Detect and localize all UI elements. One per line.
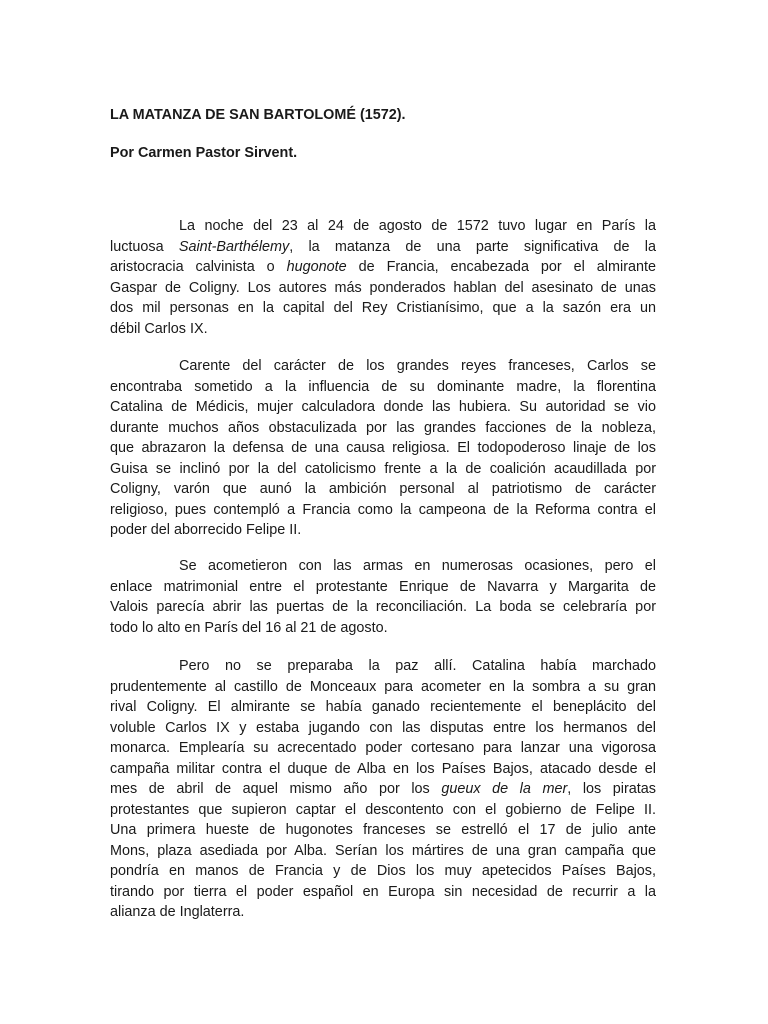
text-run: , la matanza de una parte significativa de la xyxy=(289,238,656,255)
document-author: Por Carmen Pastor Sirvent. xyxy=(110,145,298,161)
text-run: alianza de Inglaterra. xyxy=(110,904,245,920)
text-run: voluble Carlos IX y estaba jugando con las disputas entre los hermanos del xyxy=(110,719,656,736)
paragraph-line xyxy=(110,800,656,821)
text-run: Mons, plaza asediada por Alba. Serían los mártires de una gran campaña que xyxy=(110,842,656,859)
italic-text: hugonote xyxy=(286,259,347,275)
paragraph-line xyxy=(110,577,656,598)
paragraph-line xyxy=(110,618,656,639)
italic-text: Saint-Barthélemy xyxy=(178,238,290,255)
text-run: Se acometieron con las armas en numerosas ocasiones, pero el xyxy=(179,558,656,574)
paragraph-line xyxy=(110,820,656,841)
text-run: religioso, pues contempló a Francia como la campeona de la Reforma contra el xyxy=(110,501,656,518)
paragraph-line xyxy=(110,677,656,698)
text-run: de Francia, encabezada por el almirante xyxy=(346,259,656,275)
text-run: todo lo alto en París del 16 al 21 de agosto. xyxy=(110,619,388,636)
paragraph-line xyxy=(110,656,656,677)
text-run: débil Carlos IX. xyxy=(110,320,208,337)
text-run: campaña militar contra el duque de Alba en los Países Bajos, atacado desde el xyxy=(110,760,656,777)
italic-text: gueux de la mer xyxy=(441,781,568,797)
paragraph-line xyxy=(110,479,656,500)
text-run: Carente del carácter de los grandes reyes franceses, Carlos se xyxy=(179,358,656,374)
text-run: prudentemente al castillo de Monceaux para acometer en la sombra a su gran xyxy=(110,678,656,695)
document-title: LA MATANZA DE SAN BARTOLOMÉ (1572). xyxy=(110,107,406,123)
text-run: aristocracia calvinista o xyxy=(110,259,287,275)
paragraph-line xyxy=(110,418,656,439)
paragraph-line xyxy=(110,520,656,541)
paragraph-line xyxy=(110,257,656,278)
text-run: enlace matrimonial entre el protestante Enrique de Navarra y Margarita de xyxy=(110,578,656,595)
paragraph-4 xyxy=(110,656,656,923)
paragraph-line xyxy=(110,759,656,780)
paragraph-line xyxy=(110,738,656,759)
paragraph-line xyxy=(110,697,656,718)
text-run: Valois parecía abrir las puertas de la reconciliación. La boda se celebraría por xyxy=(110,599,656,615)
paragraph-line xyxy=(110,861,656,882)
text-run: durante muchos años obstaculizada por las grandes facciones de la nobleza, xyxy=(110,419,656,436)
text-run: que abrazaron la defensa de una causa religiosa. El todopoderoso linaje de los xyxy=(110,440,656,456)
text-run: La noche del 23 al 24 de agosto de 1572 tuvo lugar en París la xyxy=(179,218,656,234)
paragraph-line xyxy=(110,841,656,862)
paragraph-line xyxy=(110,237,656,258)
paragraph-line xyxy=(110,882,656,903)
paragraph-line xyxy=(110,556,656,577)
paragraph-1 xyxy=(110,216,656,339)
text-run: Una primera hueste de hugonotes franceses se estrelló el 17 de julio ante xyxy=(110,822,656,838)
text-run: tirando por tierra el poder español en Europa sin necesidad de recurrir a la xyxy=(110,883,656,900)
text-run: monarca. Emplearía su acrecentado poder cortesano para lanzar una vigorosa xyxy=(110,740,656,756)
text-run: Pero no se preparaba la paz allí. Catalina había marchado xyxy=(179,658,656,674)
paragraph-3 xyxy=(110,556,656,638)
paragraph-line xyxy=(110,779,656,800)
text-run: mes de abril de aquel mismo año por los xyxy=(110,781,442,797)
paragraph-line xyxy=(110,278,656,299)
paragraph-line xyxy=(110,298,656,319)
text-run: encontraba sometido a la influencia de su dominante madre, la florentina xyxy=(110,378,656,395)
paragraph-line xyxy=(110,597,656,618)
text-run: protestantes que supieron captar el descontento con el gobierno de Felipe II. xyxy=(110,801,656,818)
paragraph-line xyxy=(110,902,656,923)
paragraph-line xyxy=(110,216,656,237)
text-run: Guisa se inclinó por la del catolicismo frente a la de coalición acaudillada por xyxy=(110,460,656,477)
text-run: rival Coligny. El almirante se había ganado recientemente el beneplácito del xyxy=(110,699,656,715)
paragraph-2 xyxy=(110,356,656,541)
text-run: Catalina de Médicis, mujer calculadora donde las hubiera. Su autoridad se vio xyxy=(110,399,656,415)
paragraph-line xyxy=(110,459,656,480)
text-run: dos mil personas en la capital del Rey Cristianísimo, que a la sazón era un xyxy=(110,300,656,316)
text-run: Coligny, varón que aunó la ambición personal al patriotismo de carácter xyxy=(110,481,656,497)
text-run: , los piratas xyxy=(567,781,656,797)
text-run: pondría en manos de Francia y de Dios los muy apetecidos Países Bajos, xyxy=(110,863,656,879)
paragraph-line xyxy=(110,377,656,398)
paragraph-line xyxy=(110,397,656,418)
text-run: luctuosa xyxy=(110,238,179,255)
paragraph-line xyxy=(110,356,656,377)
paragraph-line xyxy=(110,438,656,459)
text-run: poder del aborrecido Felipe II. xyxy=(110,522,302,538)
text-run: Gaspar de Coligny. Los autores más ponderados hablan del asesinato de unas xyxy=(110,279,656,296)
paragraph-line xyxy=(110,319,656,340)
paragraph-line xyxy=(110,500,656,521)
paragraph-line xyxy=(110,718,656,739)
